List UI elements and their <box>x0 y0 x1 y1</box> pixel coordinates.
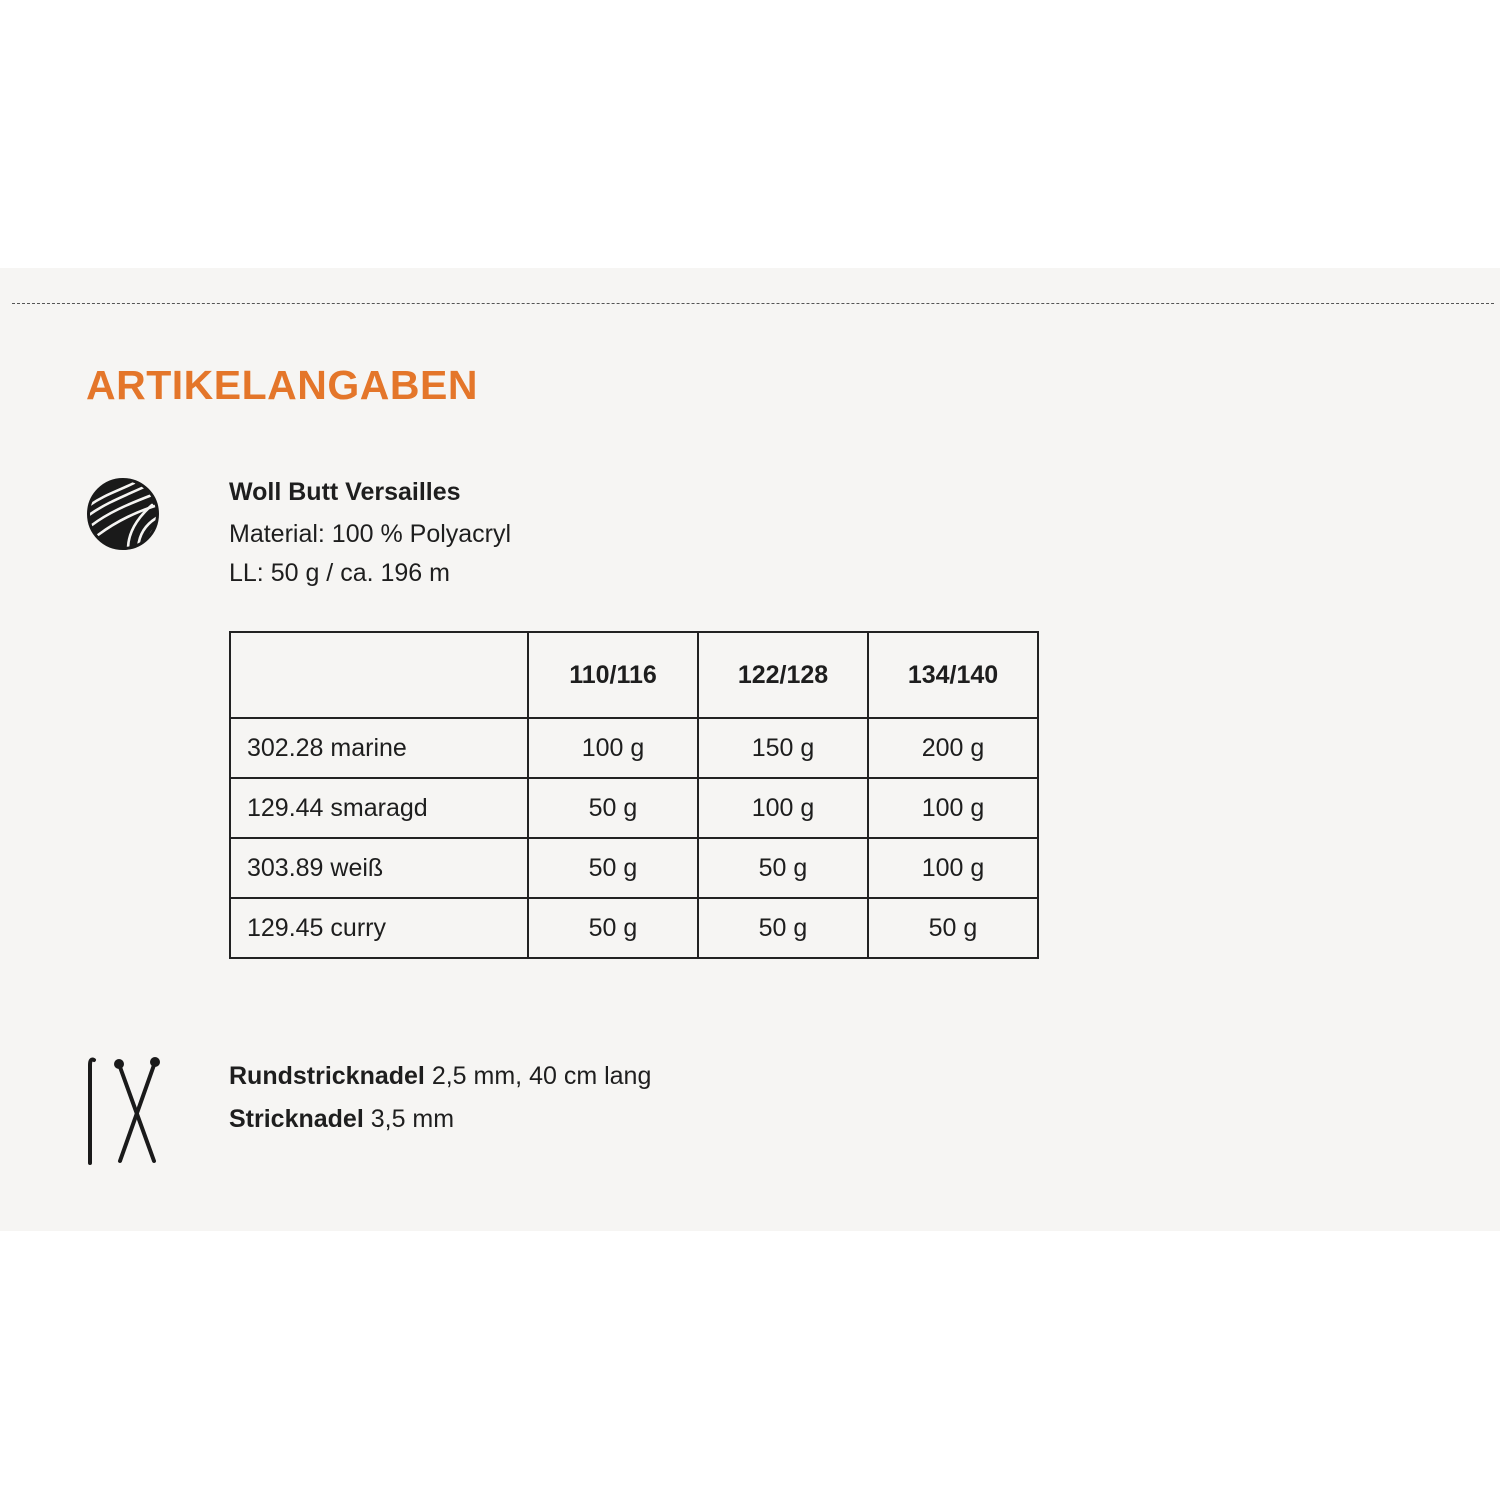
dashed-divider <box>12 303 1494 304</box>
color-cell: 302.28 marine <box>230 718 528 778</box>
yarn-name: Woll Butt Versailles <box>229 478 461 506</box>
color-cell: 129.45 curry <box>230 898 528 958</box>
table-header-size: 122/128 <box>698 632 868 718</box>
quantity-cell: 100 g <box>868 838 1038 898</box>
quantity-cell: 100 g <box>528 718 698 778</box>
yarn-quantity-table <box>229 631 1039 959</box>
needle-name: Rundstricknadel <box>229 1062 425 1090</box>
quantity-cell: 50 g <box>528 898 698 958</box>
quantity-cell: 100 g <box>698 778 868 838</box>
section-title: ARTIKELANGABEN <box>86 362 478 408</box>
color-cell: 303.89 weiß <box>230 838 528 898</box>
needle-item <box>229 1098 651 1141</box>
table-header-size: 110/116 <box>528 632 698 718</box>
needle-detail: 3,5 mm <box>370 1105 455 1133</box>
table-row <box>230 898 1038 958</box>
quantity-cell: 150 g <box>698 718 868 778</box>
quantity-cell: 200 g <box>868 718 1038 778</box>
yarn-material: Material: 100 % Polyacryl <box>229 520 512 548</box>
yarn-length: LL: 50 g / ca. 196 m <box>229 559 450 587</box>
quantity-cell: 50 g <box>698 898 868 958</box>
quantity-cell: 50 g <box>698 838 868 898</box>
yarn-info <box>229 473 511 593</box>
table-row <box>230 718 1038 778</box>
needle-name: Stricknadel <box>229 1105 364 1133</box>
needle-item <box>229 1055 651 1098</box>
needle-detail: 2,5 mm, 40 cm lang <box>431 1062 652 1090</box>
quantity-cell: 50 g <box>528 778 698 838</box>
quantity-cell: 50 g <box>868 898 1038 958</box>
table-row <box>230 778 1038 838</box>
quantity-cell: 50 g <box>528 838 698 898</box>
quantity-cell: 100 g <box>868 778 1038 838</box>
knitting-needles-icon <box>80 1055 166 1167</box>
needle-info <box>229 1055 651 1141</box>
table-row <box>230 838 1038 898</box>
article-info-panel <box>0 268 1500 1231</box>
color-cell: 129.44 smaragd <box>230 778 528 838</box>
table-header-size: 134/140 <box>868 632 1038 718</box>
table-header-row <box>230 632 1038 718</box>
table-header-color <box>230 632 528 718</box>
yarn-ball-icon <box>84 475 162 553</box>
